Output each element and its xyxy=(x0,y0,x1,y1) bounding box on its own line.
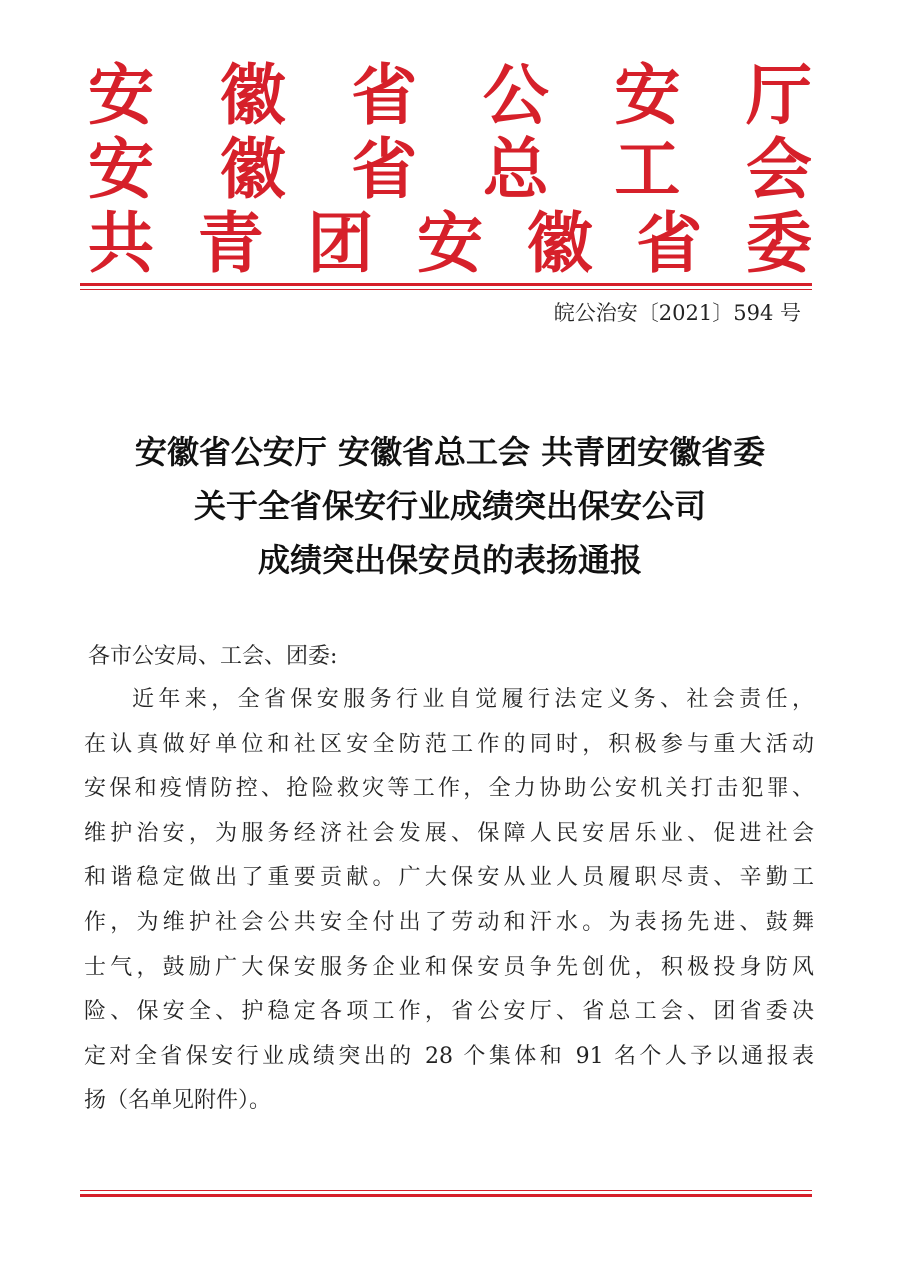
org-char: 总 xyxy=(482,130,549,208)
org-char: 工 xyxy=(614,130,681,208)
org-char: 省 xyxy=(351,56,418,134)
org-char: 安 xyxy=(88,130,154,208)
org-char: 安 xyxy=(88,56,154,134)
org-char: 安 xyxy=(416,204,483,282)
body-line: 安保和疫情防控、抢险救灾等工作，全力协助公安机关打击犯罪、 xyxy=(84,776,814,802)
org-char: 公 xyxy=(482,56,549,134)
org-char: 委 xyxy=(745,204,812,282)
body-line: 定对全省保安行业成绩突出的 28 个集体和 91 名个人予以通报表 xyxy=(84,1043,814,1069)
org-line-public-security xyxy=(88,58,812,132)
body-line: 和谐稳定做出了重要贡献。广大保安从业人员履职尽责、辛勤工 xyxy=(84,865,814,891)
title-line: 关于全省保安行业成绩突出保安公司 xyxy=(193,487,706,525)
org-char: 共 xyxy=(88,204,154,282)
org-char: 徽 xyxy=(219,56,286,134)
org-char: 安 xyxy=(614,56,681,134)
salutation: 各市公安局、工会、团委: xyxy=(88,644,338,669)
document-title xyxy=(60,425,840,587)
org-char: 徽 xyxy=(526,204,593,282)
org-char: 会 xyxy=(745,130,812,208)
body-line: 士气，鼓励广大保安服务企业和保安员争先创优，积极投身防风 xyxy=(84,954,814,980)
org-char: 团 xyxy=(307,204,374,282)
org-char: 省 xyxy=(636,204,703,282)
org-char: 徽 xyxy=(219,130,286,208)
footer-red-divider xyxy=(80,1190,812,1197)
body-line: 扬（名单见附件）。 xyxy=(84,1088,272,1114)
issuing-organizations-header xyxy=(88,58,812,280)
body-line: 作，为维护社会公共安全付出了劳动和汗水。为表扬先进、鼓舞 xyxy=(84,909,814,935)
body-line: 近年来，全省保安服务行业自觉履行法定义务、社会责任， xyxy=(132,687,814,712)
title-line: 成绩突出保安员的表扬通报 xyxy=(257,541,642,579)
body-line: 维护治安，为服务经济社会发展、保障人民安居乐业、促进社会 xyxy=(84,820,814,846)
org-char: 厅 xyxy=(745,56,812,134)
org-char: 省 xyxy=(351,130,418,208)
body-line: 在认真做好单位和社区安全防范工作的同时，积极参与重大活动 xyxy=(84,731,814,757)
org-char: 青 xyxy=(197,204,264,282)
body-paragraph xyxy=(84,678,814,1124)
document-number: 皖公治安〔2021〕594 号 xyxy=(553,301,801,325)
title-line: 安徽省公安厅 安徽省总工会 共青团安徽省委 xyxy=(134,433,766,471)
org-line-youth-league xyxy=(88,206,812,280)
body-line: 险、保安全、护稳定各项工作，省公安厅、省总工会、团省委决 xyxy=(84,999,814,1025)
header-red-divider xyxy=(80,283,812,290)
org-line-trade-union xyxy=(88,132,812,206)
